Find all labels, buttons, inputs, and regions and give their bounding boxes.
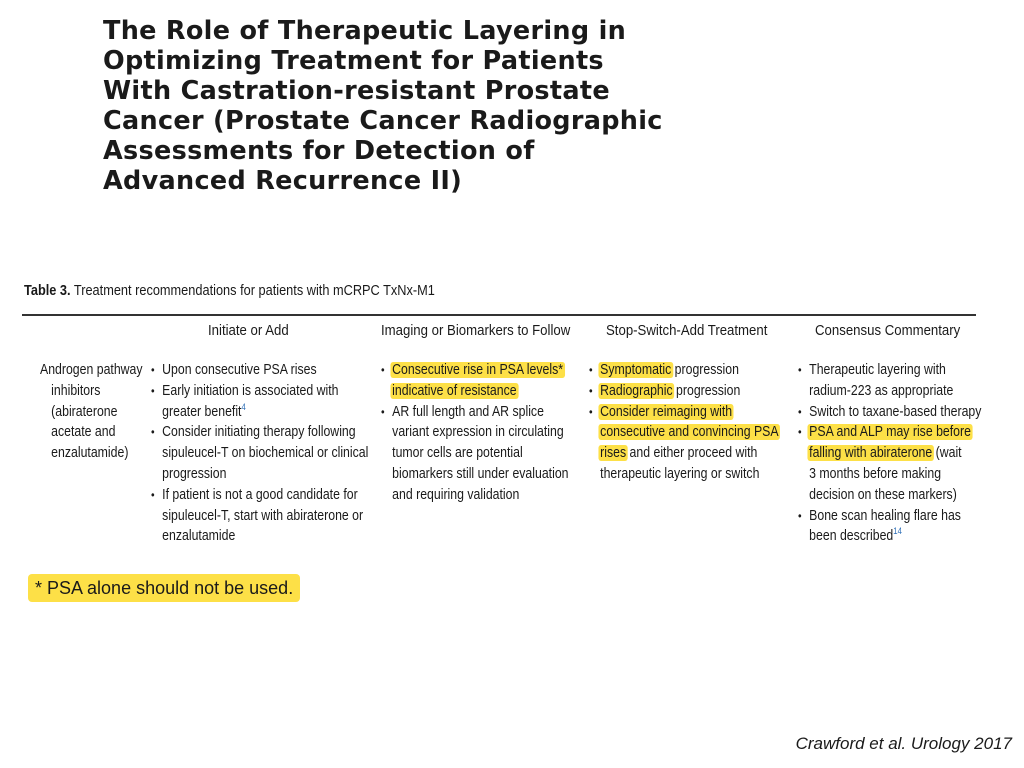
bullet-line: variant expression in circulating bbox=[392, 424, 564, 441]
table-top-rule bbox=[22, 314, 976, 316]
citation: Crawford et al. Urology 2017 bbox=[795, 734, 1012, 753]
list-item bbox=[151, 381, 368, 423]
bullet-line: • Therapeutic layering with bbox=[809, 362, 946, 378]
table-caption-label: Table 3. bbox=[24, 283, 71, 299]
highlighted-text: Symptomatic bbox=[600, 362, 672, 378]
table-caption bbox=[24, 283, 435, 299]
row-label-line: (abiraterone bbox=[51, 403, 118, 420]
column-header-consensus: Consensus Commentary bbox=[815, 322, 961, 339]
bullet-line: 3 months before making bbox=[809, 465, 942, 482]
bullet-text: greater benefit bbox=[162, 403, 242, 420]
list-item bbox=[798, 360, 981, 402]
highlighted-text: indicative of resistance bbox=[392, 382, 517, 399]
bullet-line: • Early initiation is associated with bbox=[162, 382, 339, 399]
title-line: With Castration-resistant Prostate bbox=[103, 76, 610, 106]
title-line: Cancer (Prostate Cancer Radiographic bbox=[103, 106, 663, 136]
highlighted-text: consecutive and convincing PSA bbox=[600, 424, 779, 441]
row-label-line: enzalutamide) bbox=[51, 445, 129, 462]
bullet-text: and either proceed with bbox=[626, 445, 758, 462]
bullet-line: • AR full length and AR splice bbox=[392, 403, 544, 420]
bullet-line bbox=[392, 381, 568, 402]
bullet-line: enzalutamide bbox=[162, 528, 236, 545]
bullet-line: • Bone scan healing flare has bbox=[809, 507, 961, 524]
bullet-line bbox=[809, 443, 981, 464]
bullet-line: tumor cells are potential bbox=[392, 445, 523, 462]
cell-initiate-or-add bbox=[151, 360, 368, 547]
footnote-highlight: * PSA alone should not be used. bbox=[28, 574, 300, 602]
highlighted-text: Consecutive rise in PSA levels* bbox=[392, 362, 564, 378]
list-item bbox=[151, 422, 368, 484]
list-item bbox=[798, 506, 981, 548]
list-item bbox=[151, 485, 368, 547]
title-line: Advanced Recurrence II) bbox=[103, 166, 463, 196]
bullet-line: sipuleucel-T, start with abiraterone or bbox=[162, 507, 364, 524]
bullet-line bbox=[600, 402, 778, 423]
row-label-androgen-pathway bbox=[40, 360, 141, 464]
list-item bbox=[589, 381, 779, 402]
list-item bbox=[151, 360, 368, 381]
bullet-line bbox=[809, 526, 981, 547]
bullet-line bbox=[809, 422, 981, 443]
slide-title bbox=[103, 16, 943, 196]
table-caption-text: Treatment recommendations for patients with mCRPC TxNx-M1 bbox=[70, 283, 435, 299]
cell-consensus-commentary bbox=[798, 360, 981, 547]
list-item bbox=[589, 402, 779, 485]
bullet-line: radium-223 as appropriate bbox=[809, 382, 954, 399]
highlighted-text: Radiographic bbox=[600, 382, 673, 399]
bullet-line: • If patient is not a good candidate for bbox=[162, 486, 358, 503]
bullet-line: and requiring validation bbox=[392, 486, 520, 503]
bullet-line: • Upon consecutive PSA rises bbox=[162, 362, 317, 378]
highlighted-text: falling with abiraterone bbox=[809, 445, 933, 462]
bullet-text: (wait bbox=[932, 445, 962, 462]
bullet-line: biomarkers still under evaluation bbox=[392, 465, 569, 482]
row-label-line: Androgen pathway bbox=[40, 362, 143, 378]
title-line: The Role of Therapeutic Layering in bbox=[103, 16, 627, 46]
highlighted-text: PSA and ALP may rise before bbox=[809, 424, 971, 441]
list-item bbox=[798, 422, 981, 505]
row-label-line: acetate and bbox=[51, 424, 116, 441]
bullet-line bbox=[600, 422, 778, 443]
list-item bbox=[381, 360, 569, 402]
cell-imaging-biomarkers bbox=[381, 360, 569, 506]
column-header-initiate: Initiate or Add bbox=[208, 322, 289, 339]
row-label-line: inhibitors bbox=[51, 382, 101, 399]
cell-stop-switch-add bbox=[589, 360, 779, 485]
bullet-text: progression bbox=[671, 362, 739, 378]
list-item bbox=[381, 402, 569, 506]
list-item bbox=[589, 360, 779, 381]
column-header-stop-switch: Stop-Switch-Add Treatment bbox=[606, 322, 768, 339]
bullet-line bbox=[600, 360, 778, 381]
bullet-line: progression bbox=[162, 465, 227, 482]
bullet-line: • Consider initiating therapy following bbox=[162, 424, 356, 441]
list-item bbox=[798, 402, 981, 423]
bullet-line bbox=[600, 381, 778, 402]
bullet-line: • Switch to taxane-based therapy bbox=[809, 403, 982, 420]
bullet-text: been described bbox=[809, 528, 894, 545]
bullet-text: progression bbox=[672, 382, 741, 399]
bullet-line bbox=[162, 402, 368, 423]
bullet-line: sipuleucel-T on biochemical or clinical bbox=[162, 445, 369, 462]
bullet-line: decision on these markers) bbox=[809, 486, 957, 503]
highlighted-text: rises bbox=[600, 445, 627, 462]
bullet-line: therapeutic layering or switch bbox=[600, 465, 760, 482]
title-line: Assessments for Detection of bbox=[103, 136, 535, 166]
bullet-line bbox=[392, 360, 568, 381]
highlighted-text: Consider reimaging with bbox=[600, 403, 733, 420]
bullet-line bbox=[600, 443, 778, 464]
title-line: Optimizing Treatment for Patients bbox=[103, 46, 604, 76]
column-header-imaging: Imaging or Biomarkers to Follow bbox=[381, 322, 571, 339]
reference-link[interactable]: 4 bbox=[241, 401, 246, 412]
reference-link[interactable]: 14 bbox=[893, 526, 902, 537]
